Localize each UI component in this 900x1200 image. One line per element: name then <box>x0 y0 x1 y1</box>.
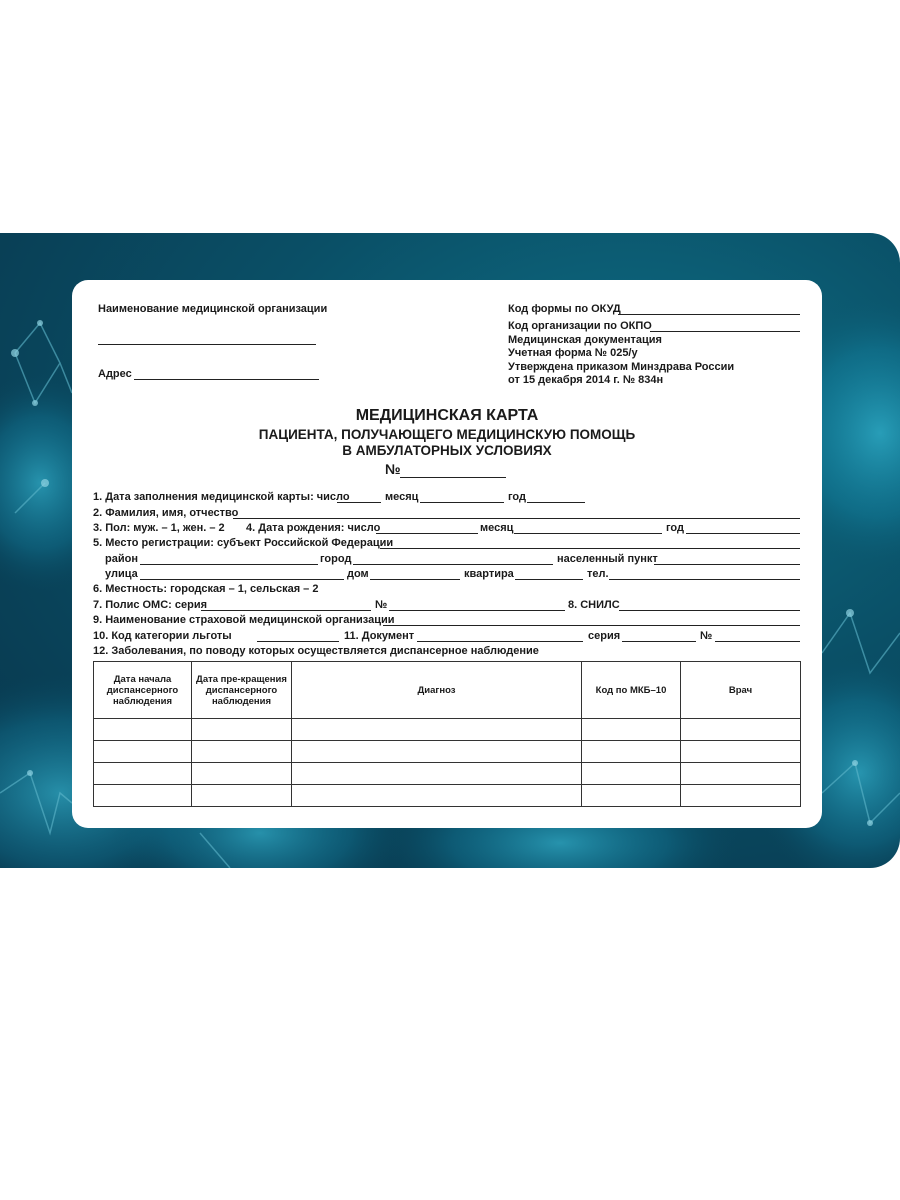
table-cell[interactable] <box>681 785 801 807</box>
apartment-label: квартира <box>464 568 514 580</box>
table-cell[interactable] <box>681 741 801 763</box>
oms-series-field[interactable] <box>201 610 371 611</box>
organization-label: Наименование медицинской организации <box>98 303 328 315</box>
okud-label: Код формы по ОКУД <box>508 303 621 315</box>
field-6-label: 6. Местность: городская – 1, сельская – 2 <box>93 583 319 595</box>
table-cell[interactable] <box>292 785 582 807</box>
table-cell[interactable] <box>681 763 801 785</box>
fill-year-field[interactable] <box>527 502 585 503</box>
table-header-row <box>94 662 801 719</box>
field-9-label: 9. Наименование страховой медицинской организации <box>93 614 395 626</box>
table-cell[interactable] <box>582 741 681 763</box>
card-number-sign: № <box>385 461 401 477</box>
field-4-month-label: месяц <box>480 522 514 534</box>
insurer-field[interactable] <box>383 625 800 626</box>
house-label: дом <box>347 568 369 580</box>
house-field[interactable] <box>370 579 460 580</box>
field-11-series-label: серия <box>588 630 621 642</box>
phone-field[interactable] <box>609 579 800 580</box>
okpo-label: Код организации по ОКПО <box>508 320 652 332</box>
table-cell[interactable] <box>292 719 582 741</box>
fill-month-field[interactable] <box>420 502 504 503</box>
phone-label: тел. <box>587 568 609 580</box>
document-field[interactable] <box>417 641 583 642</box>
med-doc-label: Медицинская документация <box>508 334 662 346</box>
title-sub2: В АМБУЛАТОРНЫХ УСЛОВИЯХ <box>342 443 552 458</box>
header-end-date: Дата пре-кращения диспансерного наблюдения <box>192 662 292 719</box>
table-cell[interactable] <box>192 741 292 763</box>
table-row <box>94 741 801 763</box>
form-number-label: Учетная форма № 025/у <box>508 347 638 359</box>
field-4-label: 4. Дата рождения: число <box>246 522 381 534</box>
street-label: улица <box>105 568 138 580</box>
table-cell[interactable] <box>94 719 192 741</box>
field-7-label: 7. Полис ОМС: серия <box>93 599 208 611</box>
field-5-label: 5. Место регистрации: субъект Российской Федерации <box>93 537 394 549</box>
district-label: район <box>105 553 138 565</box>
birth-day-field[interactable] <box>376 533 478 534</box>
approved-label: Утверждена приказом Минздрава России <box>508 361 735 373</box>
fill-day-field[interactable] <box>337 502 381 503</box>
address-label: Адрес <box>98 368 132 380</box>
table-cell[interactable] <box>192 719 292 741</box>
field-2-label: 2. Фамилия, имя, отчество <box>93 507 239 519</box>
table-row <box>94 763 801 785</box>
birth-month-field[interactable] <box>514 533 662 534</box>
district-field[interactable] <box>140 564 318 565</box>
field-12-label: 12. Заболевания, по поводу которых осуществляется диспансерное наблюдение <box>93 645 539 657</box>
table-cell[interactable] <box>94 785 192 807</box>
table-cell[interactable] <box>192 763 292 785</box>
table-cell[interactable] <box>582 719 681 741</box>
document-series-field[interactable] <box>622 641 696 642</box>
dispensary-table <box>93 661 801 807</box>
settlement-field[interactable] <box>654 564 800 565</box>
organization-field[interactable] <box>98 344 316 345</box>
table-row <box>94 719 801 741</box>
okpo-field[interactable] <box>650 331 800 332</box>
table-cell[interactable] <box>94 763 192 785</box>
card-number-field[interactable] <box>400 477 506 478</box>
table-row <box>94 785 801 807</box>
table-cell[interactable] <box>582 763 681 785</box>
field-10-label: 10. Код категории льготы <box>93 630 232 642</box>
benefit-code-field[interactable] <box>257 641 339 642</box>
city-label: город <box>320 553 352 565</box>
full-name-field[interactable] <box>233 518 800 519</box>
header-start-date: Дата начала диспансерного наблюдения <box>94 662 192 719</box>
field-7-number-label: № <box>375 599 388 611</box>
form-card <box>72 280 822 828</box>
snils-field[interactable] <box>619 610 800 611</box>
table-cell[interactable] <box>292 763 582 785</box>
table-cell[interactable] <box>582 785 681 807</box>
table-cell[interactable] <box>681 719 801 741</box>
street-field[interactable] <box>140 579 344 580</box>
field-11-label: 11. Документ <box>344 630 415 642</box>
table-cell[interactable] <box>292 741 582 763</box>
birth-year-field[interactable] <box>686 533 800 534</box>
title-main: МЕДИЦИНСКАЯ КАРТА <box>355 407 539 424</box>
table-cell[interactable] <box>94 741 192 763</box>
title-sub1: ПАЦИЕНТА, ПОЛУЧАЮЩЕГО МЕДИЦИНСКУЮ ПОМОЩЬ <box>258 427 636 442</box>
header-doctor: Врач <box>681 662 801 719</box>
header-icd10-code: Код по МКБ–10 <box>582 662 681 719</box>
table-cell[interactable] <box>192 785 292 807</box>
field-1-year-label: год <box>508 491 526 503</box>
order-date-label: от 15 декабря 2014 г. № 834н <box>508 374 664 386</box>
settlement-label: населенный пункт <box>557 553 658 565</box>
field-4-year-label: год <box>666 522 684 534</box>
field-1-month-label: месяц <box>385 491 419 503</box>
okud-field[interactable] <box>618 314 800 315</box>
city-field[interactable] <box>353 564 553 565</box>
field-3-label: 3. Пол: муж. – 1, жен. – 2 <box>93 522 225 534</box>
address-field[interactable] <box>134 379 319 380</box>
field-11-number-label: № <box>700 630 713 642</box>
document-number-field[interactable] <box>715 641 800 642</box>
region-field[interactable] <box>380 548 800 549</box>
header-diagnosis: Диагноз <box>292 662 582 719</box>
apartment-field[interactable] <box>515 579 583 580</box>
oms-number-field[interactable] <box>389 610 565 611</box>
field-1-label: 1. Дата заполнения медицинской карты: число <box>93 491 350 503</box>
field-8-label: 8. СНИЛС <box>568 599 620 611</box>
